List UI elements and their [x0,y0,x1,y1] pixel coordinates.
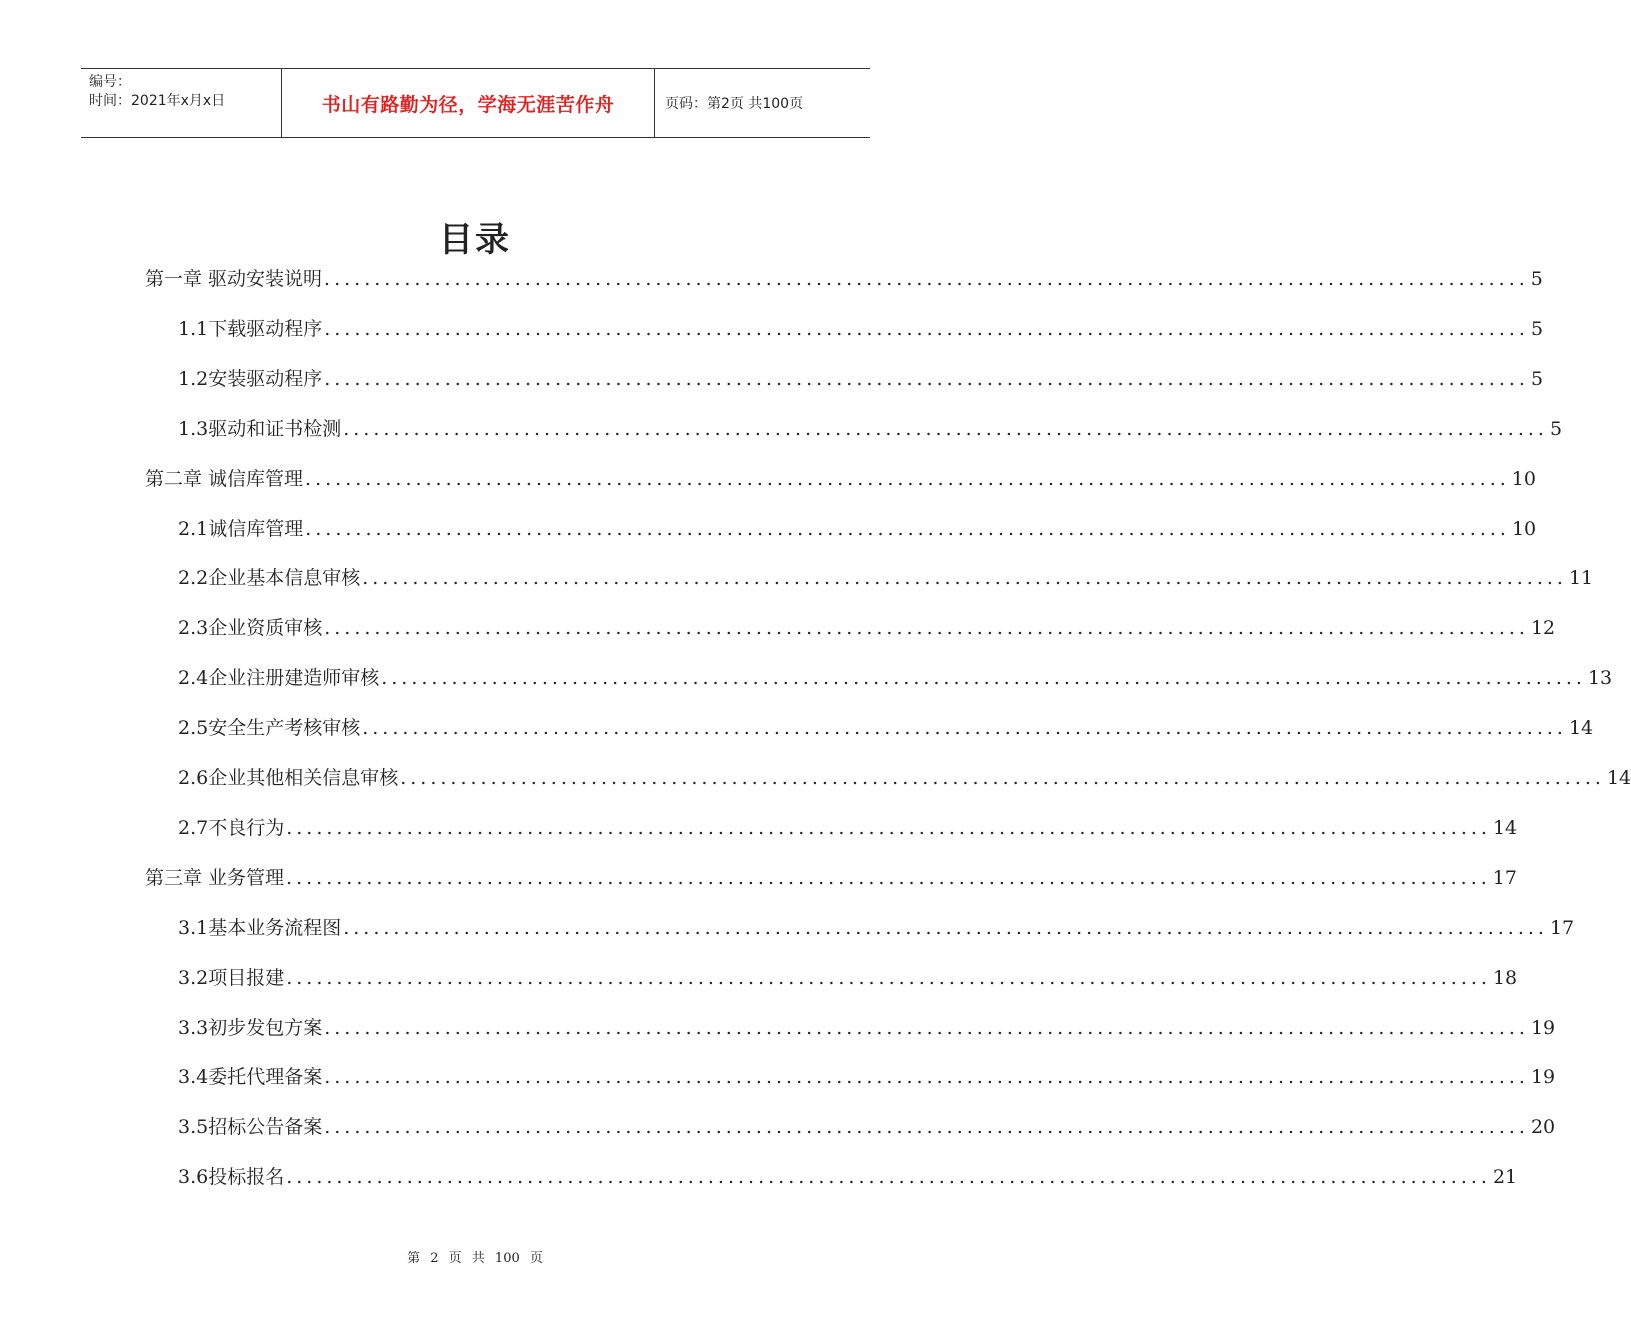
toc-entry-page: 17 [1549,917,1575,939]
toc-entry[interactable] [178,913,1575,953]
toc-entry-page: 18 [1492,967,1518,989]
toc-entry-page: 5 [1530,268,1543,290]
toc-entry[interactable] [178,763,1631,803]
header-time-label: 时间：2021年x月x日 [89,93,226,109]
toc-leader-dots: ........................................................................................................................ [343,418,1548,440]
toc-leader-dots: ........................................................................................................................ [286,967,1491,989]
header-motto: 书山有路勤为径，学海无涯苦作舟 [282,69,655,137]
toc-leader-dots: ........................................................................................................................ [324,318,1529,340]
toc-entry-page: 13 [1587,667,1613,689]
toc-entry-page: 5 [1530,368,1544,390]
page-footer: 第 2 页 共 100 页 [407,1251,543,1266]
toc-entry-page: 14 [1568,717,1594,739]
toc-entry-label: 2.2企业基本信息审核 [178,567,361,589]
toc-leader-dots: ........................................................................................................................ [286,867,1491,889]
toc-entry[interactable] [178,963,1518,1003]
toc-entry[interactable] [178,713,1594,753]
toc-entry-page: 12 [1530,617,1556,639]
toc-leader-dots: ........................................................................................................................ [324,1116,1529,1138]
toc-entry-page: 10 [1511,468,1536,490]
toc-entry-label: 2.4企业注册建造师审核 [178,667,380,689]
toc-entry-label: 3.6投标报名 [178,1166,285,1188]
toc-leader-dots: ........................................................................................................................ [400,767,1605,789]
header-page-info: 页码：第2页 共100页 [665,96,804,112]
toc-entry-page: 11 [1568,567,1594,589]
toc-entry[interactable] [145,264,1543,304]
toc-entry[interactable] [145,464,1536,504]
toc-entry-page: 20 [1530,1116,1556,1138]
header-meta [81,69,282,137]
toc-entry-page: 17 [1492,867,1517,889]
toc-entry-label: 3.4委托代理备案 [178,1066,323,1088]
toc-entry[interactable] [178,1013,1556,1053]
toc-entry-label: 第二章 诚信库管理 [145,468,304,490]
toc-entry-label: 3.5招标公告备案 [178,1116,323,1138]
toc-leader-dots: ........................................................................................................................ [324,617,1529,639]
toc-entry-label: 1.1下载驱动程序 [178,318,323,340]
header-number-label: 编号： [89,74,131,90]
toc-entry[interactable] [178,813,1518,853]
toc-entry-page: 5 [1530,318,1544,340]
toc-entry-page: 21 [1492,1166,1518,1188]
toc-leader-dots: ........................................................................................................................ [305,468,1510,490]
toc-entry-label: 2.7不良行为 [178,817,285,839]
toc-entry-label: 1.2安装驱动程序 [178,368,323,390]
toc-entry[interactable] [178,663,1613,703]
toc-entry[interactable] [178,414,1563,454]
toc-entry-page: 19 [1530,1066,1556,1088]
toc-entry[interactable] [178,1112,1556,1152]
toc-entry-label: 1.3驱动和证书检测 [178,418,342,440]
toc-entry-page: 19 [1530,1017,1556,1039]
toc-leader-dots: ........................................................................................................................ [324,368,1529,390]
toc-title: 目录 [439,220,511,260]
toc-leader-dots: ........................................................................................................................ [381,667,1586,689]
toc-entry-label: 3.2项目报建 [178,967,285,989]
toc-entry[interactable] [178,1162,1518,1202]
toc-entry-label: 2.3企业资质审核 [178,617,323,639]
toc-entry-label: 3.3初步发包方案 [178,1017,323,1039]
toc-entry[interactable] [178,314,1544,354]
toc-entry-label: 第一章 驱动安装说明 [145,268,323,290]
toc-entry-label: 2.1诚信库管理 [178,518,304,540]
toc-leader-dots: ........................................................................................................................ [286,1166,1491,1188]
toc-entry-label: 3.1基本业务流程图 [178,917,342,939]
toc-leader-dots: ........................................................................................................................ [324,268,1529,290]
toc-entry[interactable] [178,1062,1556,1102]
toc-entry[interactable] [178,613,1556,653]
toc-leader-dots: ........................................................................................................................ [362,717,1567,739]
toc-leader-dots: ........................................................................................................................ [324,1017,1529,1039]
toc-leader-dots: ........................................................................................................................ [324,1066,1529,1088]
toc-leader-dots: ........................................................................................................................ [286,817,1491,839]
toc-entry-page: 10 [1511,518,1537,540]
toc-entry-page: 14 [1606,767,1631,789]
toc-entry[interactable] [178,514,1537,554]
toc-entry[interactable] [178,364,1544,404]
toc-entry-label: 2.6企业其他相关信息审核 [178,767,399,789]
toc-entry[interactable] [178,563,1594,603]
toc-leader-dots: ........................................................................................................................ [305,518,1510,540]
toc-entry-page: 5 [1549,418,1563,440]
document-header [81,68,870,138]
toc-leader-dots: ........................................................................................................................ [343,917,1548,939]
toc-entry[interactable] [145,863,1517,903]
toc-entry-label: 2.5安全生产考核审核 [178,717,361,739]
toc-entry-page: 14 [1492,817,1518,839]
toc-entry-label: 第三章 业务管理 [145,867,285,889]
toc-leader-dots: ........................................................................................................................ [362,567,1567,589]
